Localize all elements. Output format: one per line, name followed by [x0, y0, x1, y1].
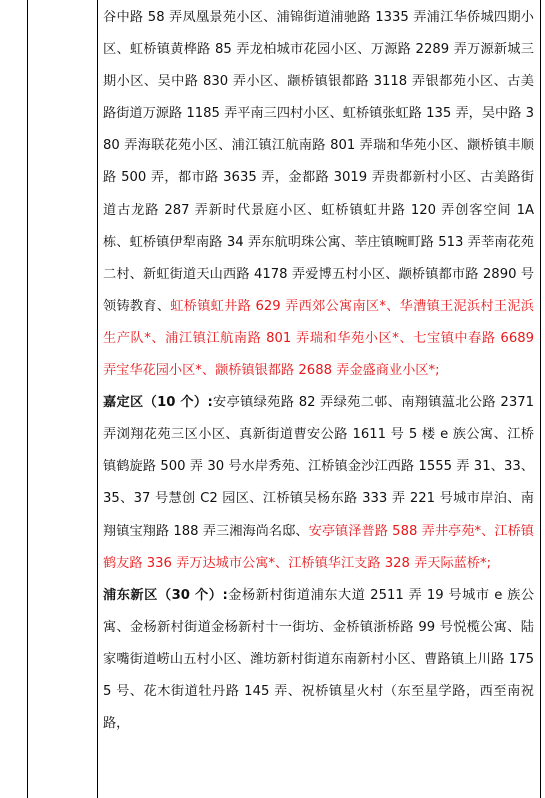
table-border-left-inner [97, 0, 98, 798]
table-border-right [540, 0, 541, 798]
jiading-district-heading: 嘉定区（10 个）: [103, 395, 213, 411]
table-border-left-outer [27, 0, 28, 798]
location-list-cell [103, 2, 534, 740]
minhang-locations-text: 谷中路 58 弄凤凰景苑小区、浦锦街道浦驰路 1335 弄浦江华侨城四期小区、虹桥镇黄桦路 85 弄龙柏城市花园小区、万源路 2289 弄万源新城三期小区、吴中路 830 弄小区、颛桥镇银都路 3118 弄银都苑小区、古美路街道万源路 1185 弄平南三四村小区、虹桥镇张虹路 135 弄，吴中路 380 弄海联花苑小区、浦江镇江航南路 801 弄瑞和华苑小区、颛桥镇丰顺路 500 弄，都市路 3635 弄，金都路 3019 弄贵都新村小区、古美路街道古龙路 287 弄新时代景庭小区、虹桥镇虹井路 120 弄创客空间 1A 栋、虹桥镇伊犁南路 34 弄东航明珠公寓、莘庄镇畹町路 513 弄莘南花苑二村、新虹街道天山西路 4178 弄爱博五村小区、颛桥镇都市路 2890 号领铸教育、 [103, 10, 534, 314]
jiading-new-locations-text: 安亭镇泽普路 588 弄井亭苑*、江桥镇鹤友路 336 弄万达城市公寓*、江桥镇华江支路 328 弄天际蓝桥*; [103, 523, 534, 571]
pudong-locations-text: 金杨新村街道浦东大道 2511 弄 19 号城市 e 族公寓、金杨新村街道金杨新村十一街坊、金桥镇浙桥路 99 号悦榄公寓、陆家嘴街道崂山五村小区、潍坊新村街道东南新村小区、曹路镇上川路 1755 号、花木街道牡丹路 145 弄、祝桥镇星火村（东至星学路，西至南祝路， [103, 587, 535, 732]
jiading-locations-text: 安亭镇绿苑路 82 弄绿苑二邨、南翔镇蕰北公路 2371 弄浏翔花苑三区小区、真新街道曹安公路 1611 号 5 楼 e 族公寓、江桥镇鹤旋路 500 弄 30 号水岸秀苑、江桥镇金沙江西路 1555 弄 31、33、35、37 号慧创 C2 园区、江桥镇吴杨东路 333 弄 221 号城市岸泊、南翔镇宝翔路 188 弄三湘海尚名邸、 [103, 395, 534, 539]
pudong-district-heading: 浦东新区（30 个）: [103, 587, 228, 603]
minhang-new-locations-text: 虹桥镇虹井路 629 弄西郊公寓南区*、华漕镇王泥浜村王泥浜生产队*、浦江镇江航南路 801 弄瑞和华苑小区*、七宝镇中春路 6689 弄宝华花园小区*、颛桥镇银都路 2688 弄金盛商业小区*; [103, 298, 534, 379]
